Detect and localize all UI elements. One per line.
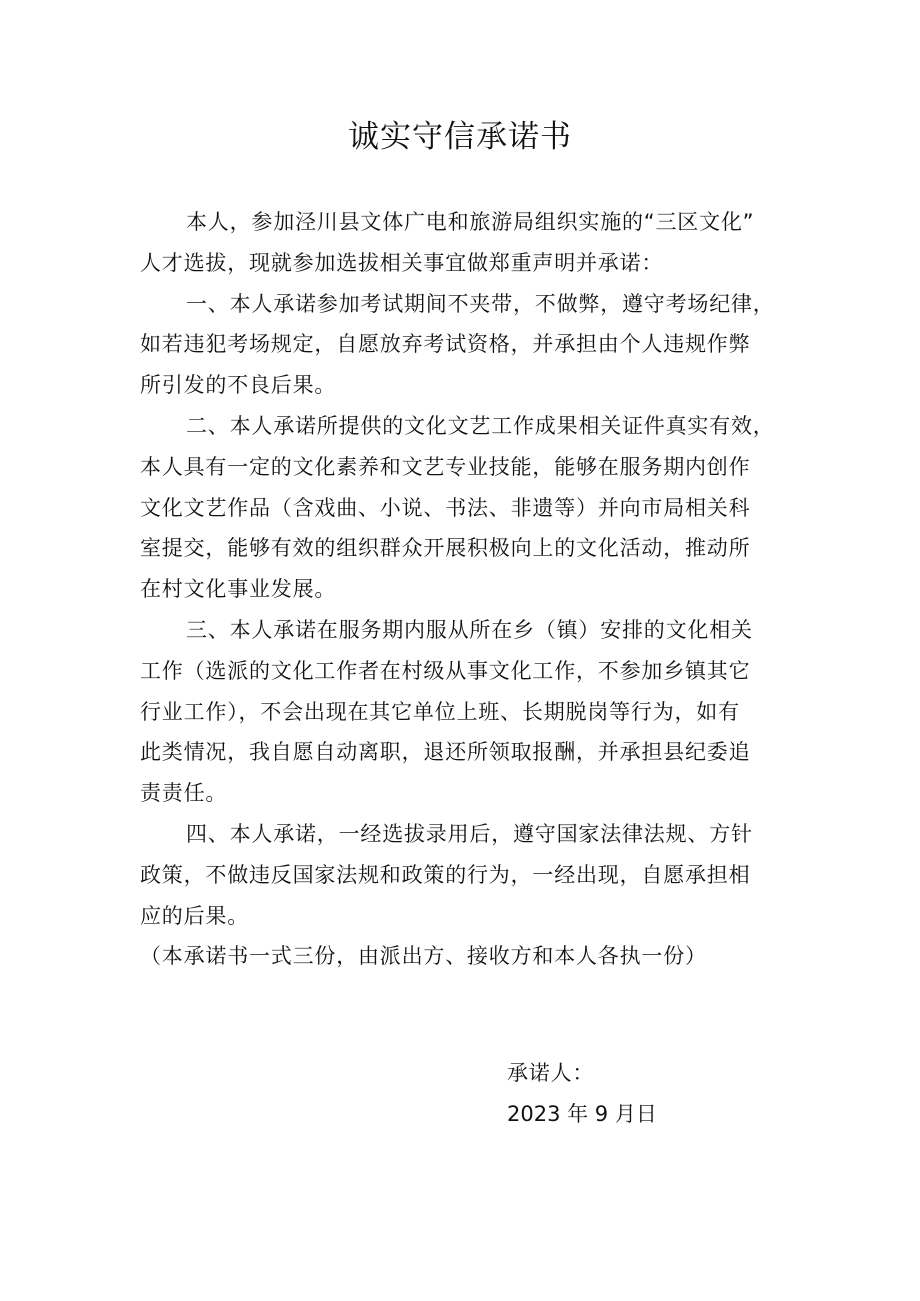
- clause-2-paragraph: [140, 406, 800, 610]
- clause-3-line-3: 行业工作），不会出现在其它单位上班、长期脱岗等行为，如有: [140, 699, 740, 724]
- clause-1-paragraph: [140, 284, 800, 406]
- clause-3-line-5: 责责任。: [140, 781, 228, 806]
- date-line: 2023 年 9 月日: [507, 1102, 657, 1126]
- clause-3-line-1: 三、本人承诺在服务期内服从所在乡（镇）安排的文化相关: [186, 617, 753, 642]
- document-title: 诚实守信承诺书: [348, 119, 572, 155]
- clause-3-line-2: 工作（选派的文化工作者在村级从事文化工作，不参加乡镇其它: [140, 658, 751, 683]
- clause-4-line-3: 应的后果。: [140, 903, 249, 928]
- intro-line-2: 人才选拔，现就参加选拔相关事宜做郑重声明并承诺：: [140, 250, 664, 275]
- clause-2-line-3: 文化文艺作品（含戏曲、小说、书法、非遗等）并向市局相关科: [140, 495, 751, 520]
- clause-3-line-4: 此类情况，我自愿自动离职，退还所领取报酬，并承担县纪委追: [140, 740, 751, 765]
- clause-1-line-1: 一、本人承诺参加考试期间不夹带，不做弊，遵守考场纪律，: [186, 291, 775, 316]
- intro-line-1: 本人，参加泾川县文体广电和旅游局组织实施的“三区文化”: [186, 210, 755, 234]
- clause-4-line-2: 政策，不做违反国家法规和政策的行为，一经出现，自愿承担相: [140, 862, 751, 887]
- clause-2-line-5: 在村文化事业发展。: [140, 577, 337, 602]
- clause-3-paragraph: [140, 610, 800, 814]
- clause-4-paragraph: [140, 814, 800, 936]
- clause-4-line-1: 四、本人承诺，一经选拔录用后，遵守国家法律法规、方针: [186, 821, 753, 846]
- clause-2-line-2: 本人具有一定的文化素养和文艺专业技能，能够在服务期内创作: [140, 454, 751, 479]
- copies-note: [140, 936, 800, 977]
- signature-label: 承诺人：: [507, 1061, 595, 1085]
- clause-1-line-2: 如若违犯考场规定，自愿放弃考试资格，并承担由个人违规作弊: [140, 332, 751, 357]
- document-body: [140, 202, 800, 977]
- copies-note-text: （本承诺书一式三份，由派出方、接收方和本人各执一份）: [140, 944, 707, 969]
- clause-2-line-4: 室提交，能够有效的组织群众开展积极向上的文化活动，推动所: [140, 536, 751, 561]
- intro-paragraph: [140, 202, 800, 284]
- clause-2-line-1: 二、本人承诺所提供的文化文艺工作成果相关证件真实有效，: [186, 413, 775, 438]
- clause-1-line-3: 所引发的不良后果。: [140, 373, 337, 398]
